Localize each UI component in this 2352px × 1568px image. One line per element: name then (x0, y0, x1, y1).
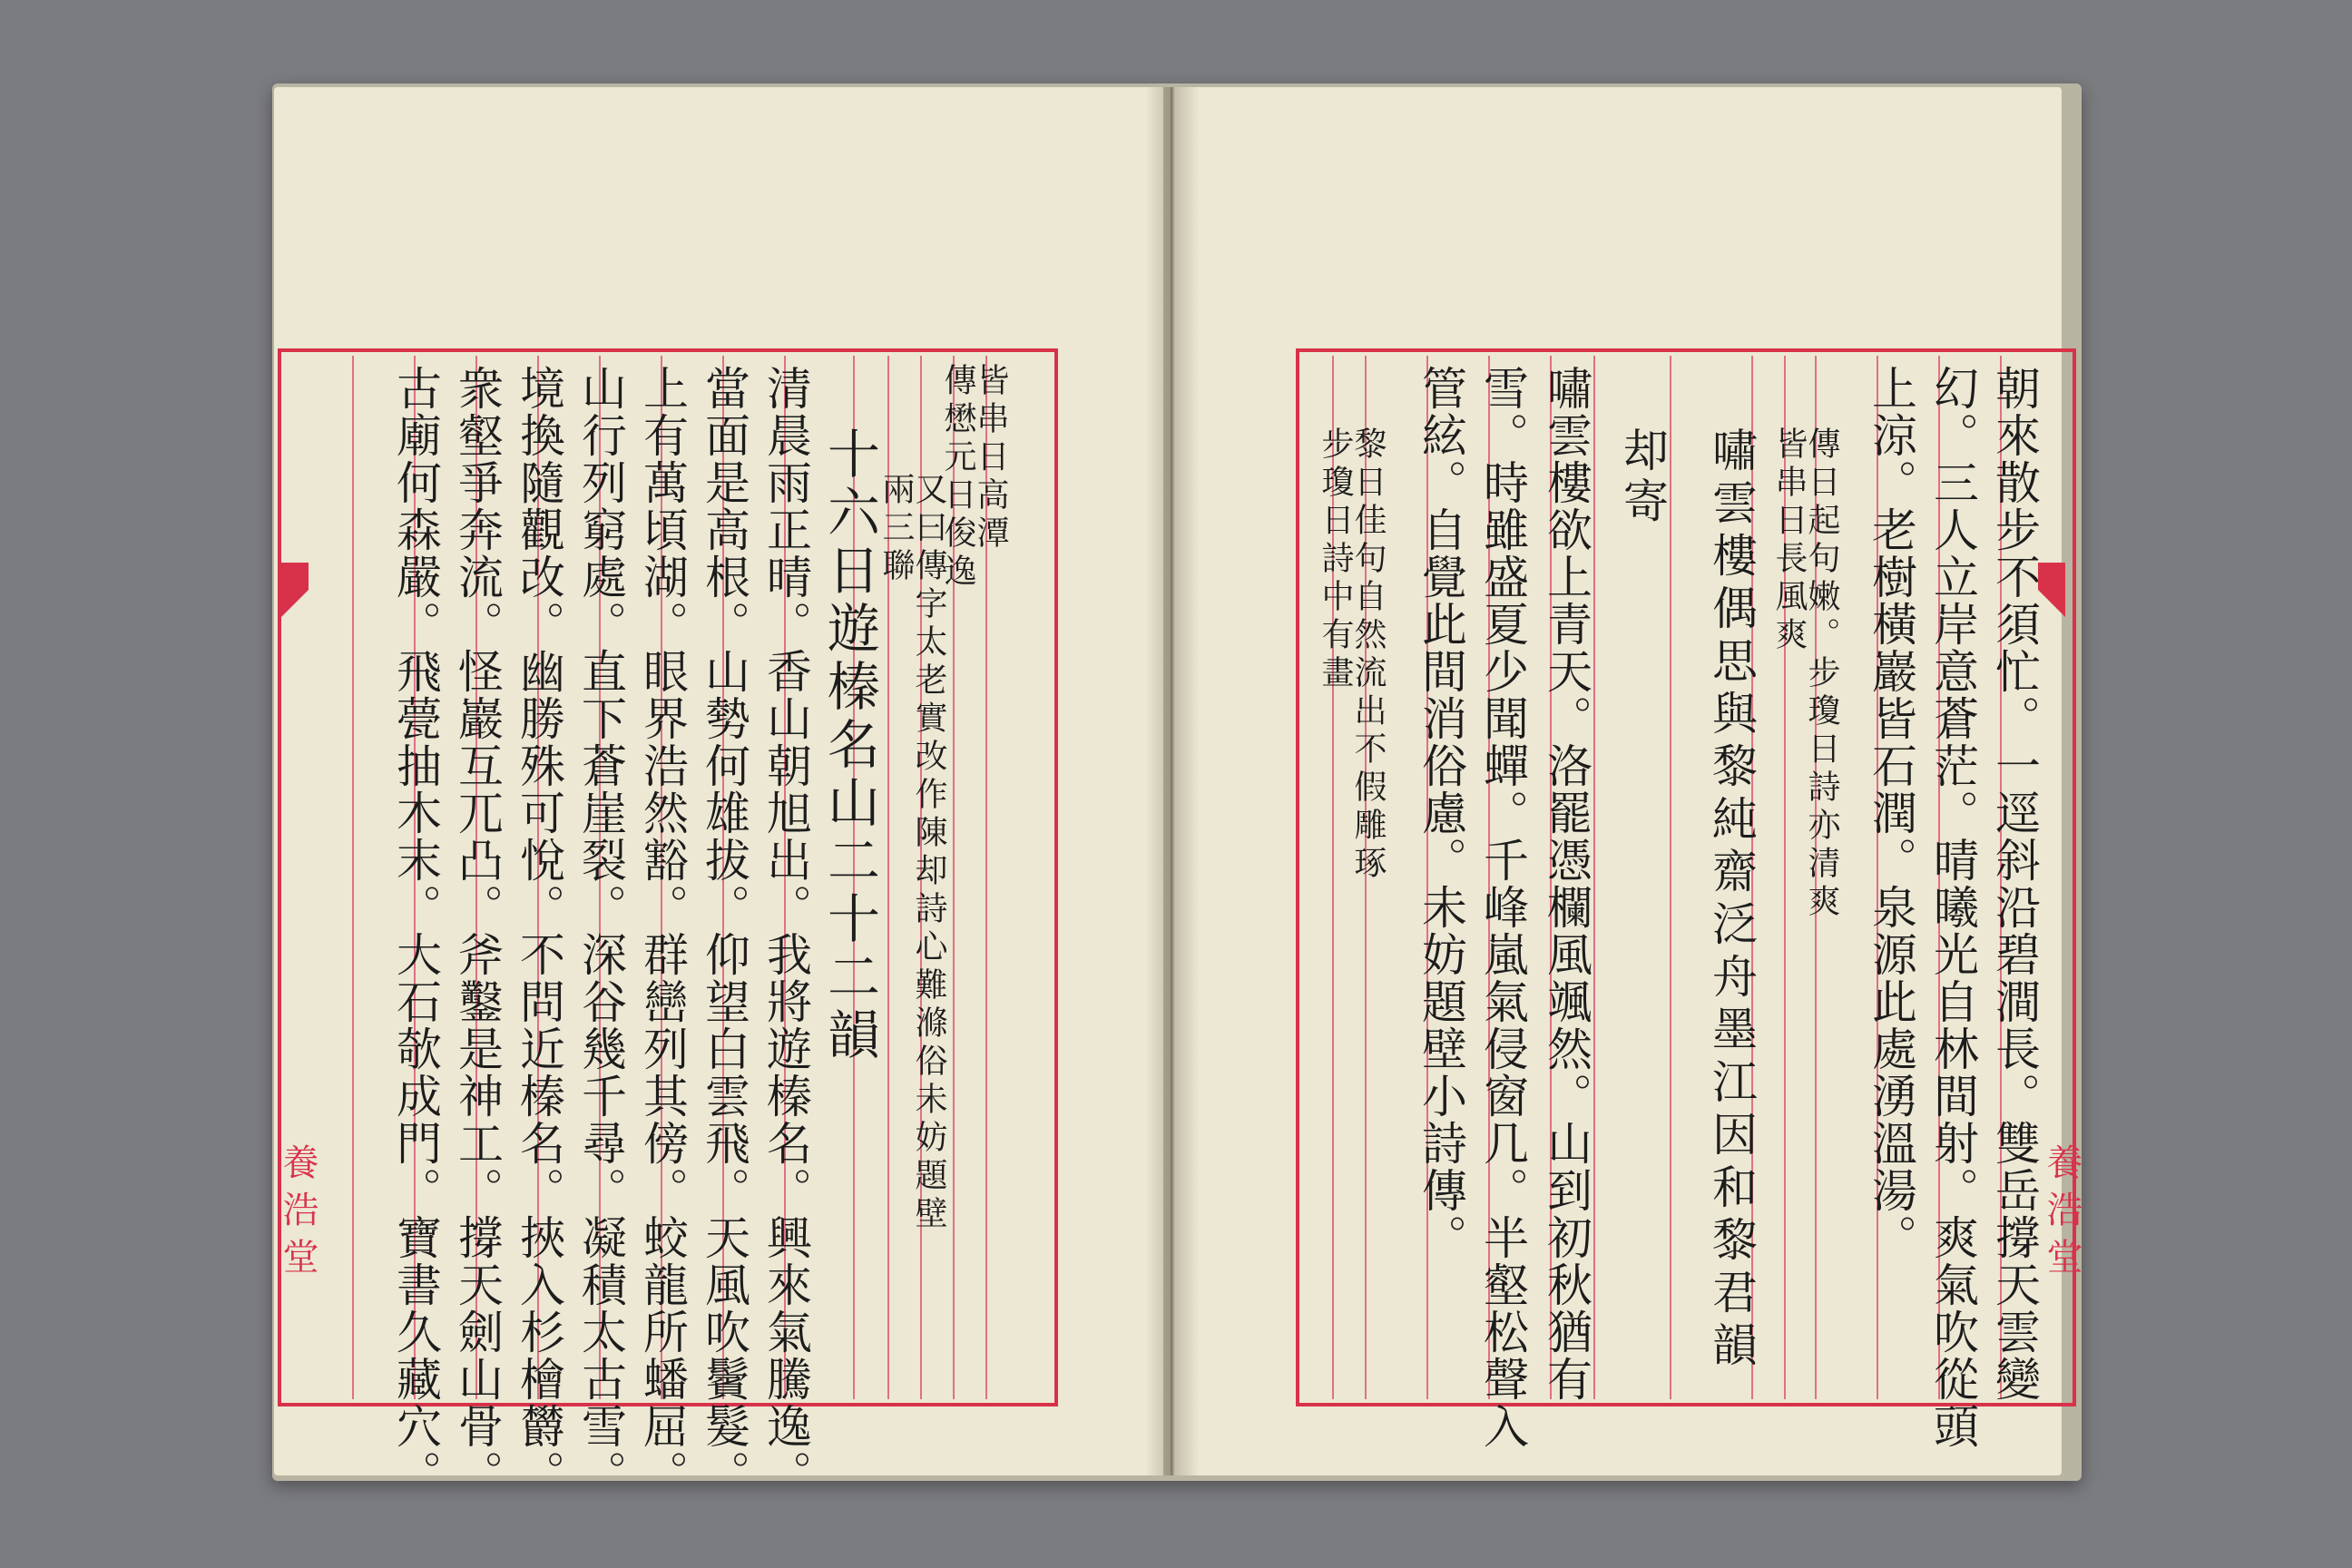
right-col-8: 雪。時雖盛夏少聞蟬。千峰嵐氣侵窗几。半壑松聲入 (1476, 365, 1529, 1450)
right-col-9: 管絃。自覺此間消俗慮。未妨題壁小詩傳。 (1415, 365, 1467, 1261)
right-col-2: 上涼。老樹橫巖皆石潤。泉源此處湧溫湯。 (1865, 365, 1917, 1261)
right-col-11: 步瓊日詩中有畫 (1317, 426, 1354, 693)
left-col-2: 又曰傳字太老實改作陳却詩心難滌俗未妨題壁 (910, 472, 947, 1234)
right-col-7: 嘯雲樓欲上青天。洛罷憑欄風颯然。山到初秋猶有 (1540, 365, 1592, 1403)
left-col-0: 皆串日高潭 (972, 363, 1009, 554)
left-col-4: 十六日遊榛名山二十二韻 (818, 426, 880, 1065)
right-col-1: 幻。三人立岸意蒼茫。晴曦光自林間射。爽氣吹從頭 (1926, 365, 1979, 1450)
left-col-10: 衆壑爭奔流。怪巖互兀凸。斧鑿是神工。撐天劍山骨。 (451, 365, 504, 1497)
right-page-side-label: 養浩堂 (2041, 1143, 2082, 1285)
right-col-10: 黎日佳句自然流出不假雕琢 (1349, 426, 1387, 884)
left-col-3: 兩三聯 (877, 472, 915, 586)
right-col-3: 傳日起句嫩。步瓊日詩亦清爽 (1803, 426, 1840, 922)
left-page-side-label: 養浩堂 (277, 1143, 318, 1285)
right-col-4: 皆串日長風爽 (1770, 426, 1808, 655)
right-col-5: 嘯雲樓偶思與黎純齋泛舟墨江因和黎君韻 (1705, 426, 1758, 1374)
left-col-11: 古廟何森嚴。飛甍抽木末。大石欹成門。寶書久藏穴。 (389, 365, 442, 1497)
book-gutter (1145, 87, 1200, 1475)
column-divider (352, 356, 354, 1399)
left-col-9: 境換隨觀改。幽勝殊可悅。不問近榛名。挾入杉檜欝。 (513, 365, 565, 1497)
right-col-0: 朝來散步不須忙。一逕斜沿碧澗長。雙岳撐天雲變 (1988, 365, 2041, 1403)
left-col-8: 山行列窮處。直下蒼崖裂。深谷幾千尋。凝積太古雪。 (574, 365, 627, 1497)
left-fishtail-icon (272, 563, 314, 644)
right-col-6: 却寄 (1616, 426, 1669, 528)
left-col-1: 傳懋元日俊逸 (939, 363, 976, 592)
left-col-6: 當面是高根。山勢何雄拔。仰望白雲飛。天風吹鬢髮。 (698, 365, 750, 1497)
left-col-7: 上有萬頃湖。眼界浩然豁。群巒列其傍。蛟龍所蟠屈。 (636, 365, 689, 1497)
left-col-5: 清晨雨正晴。香山朝旭出。我將遊榛名。興來氣騰逸。 (760, 365, 812, 1497)
